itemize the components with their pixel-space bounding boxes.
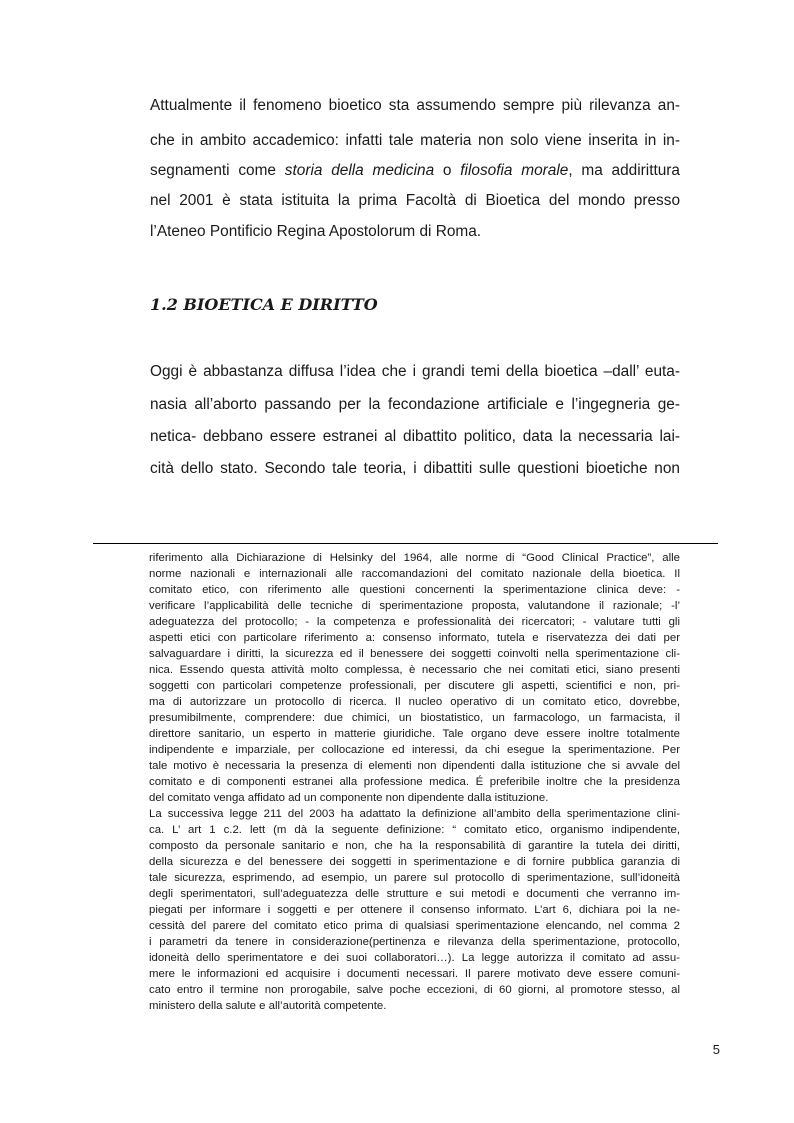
body-text-line: l’Ateneo Pontificio Regina Apostolorum di Roma. xyxy=(150,223,482,240)
footnote-line: cessità del parere del comitato etico prima di qualsiasi sperimentazione elencando, nel comma 2 xyxy=(149,920,680,932)
footnote-line: idoneità dello sperimentatore e dei suoi collaboratori…). La legge autorizza il comitato ad assu- xyxy=(149,952,680,964)
footnote-line: i parametri da tenere in considerazione(pertinenza e rilevanza della sperimentazione, protocollo, xyxy=(149,936,680,948)
body-text-line: cità dello stato. Secondo tale teoria, i dibattiti sulle questioni bioetiche non xyxy=(150,460,680,477)
footnote-line: riferimento alla Dichiarazione di Helsinky del 1964, alle norme di “Good Clinical Practice”, alle xyxy=(149,552,680,564)
footnote-line: composto da personale sanitario e non, che ha la responsabilità di garantire la tutela dei diritti, xyxy=(149,840,680,852)
section-heading: 1.2 BIOETICA E DIRITTO xyxy=(150,295,378,314)
footnote-line: ma di autorizzare un protocollo di ricerca. Il nucleo operativo di un comitato etico, dovrebbe, xyxy=(149,696,680,708)
footnote-line: nica. Essendo questa attività molto complessa, è necessario che nei comitati etici, siano presenti xyxy=(149,664,680,676)
footnote-line: adeguatezza del protocollo; - la competenza e professionalità dei ricercatori; - valutare tutti gli xyxy=(149,616,680,628)
footnote-line: comitato etico, con riferimento alle questioni concernenti la sperimentazione clinica deve: - xyxy=(149,584,680,596)
footnote-line: presumibilmente, comprendere: due chimici, un biostatistico, un farmacologo, un farmacista, il xyxy=(149,712,680,724)
italic-term-filosofia-morale: filosofia morale xyxy=(460,162,569,179)
body-text-line: nasia all’aborto passando per la fecondazione artificiale e l’ingegneria ge- xyxy=(150,396,680,413)
footnote-line: direttore sanitario, un esperto in matterie giuridiche. Tale organo deve essere inoltre totalmente xyxy=(149,728,680,740)
footnote-line: ca. L’ art 1 c.2. lett (m dà la seguente definizione: “ comitato etico, organismo indipendente, xyxy=(149,824,680,836)
footnote-line: norme nazionali e internazionali alle raccomandazioni del comitato nazionale della bioetica. Il xyxy=(149,568,680,580)
footnote-line: salvaguardare i diritti, la sicurezza ed il benessere dei soggetti coinvolti nella sperimentazione cli- xyxy=(149,648,680,660)
footnote-line: ministero della salute e all’autorità competente. xyxy=(149,1000,387,1012)
text-run: o xyxy=(434,162,461,179)
page-number: 5 xyxy=(712,1042,720,1057)
footnote-line: comitato e di componenti estranei alla professione medica. É preferibile inoltre che la presidenza xyxy=(149,776,680,788)
text-run: , ma addirittura xyxy=(568,162,680,179)
body-text-line xyxy=(150,161,680,181)
footnote-line: indipendente e imparziale, per collocazione ed interessi, da chi esegue la sperimentazione. Per xyxy=(149,744,680,756)
body-text-line: nel 2001 è stata istituita la prima Facoltà di Bioetica del mondo presso xyxy=(150,192,680,209)
italic-term-storia-della-medicina: storia della medicina xyxy=(284,162,435,179)
footnote-line: piegati per informare i soggetti e per ottenere il consenso informato. L’art 6, dichiara poi la ne- xyxy=(149,904,680,916)
footnote-line: verificare l’applicabilità delle tecniche di sperimentazione proposta, valutandone il razionale; -l’ xyxy=(149,600,680,612)
footnote-line: del comitato venga affidato ad un componente non dipendente dalla istituzione. xyxy=(149,792,549,804)
footnote-separator xyxy=(93,543,718,544)
footnote-line: degli sperimentatori, sull’adeguatezza delle strutture e sui metodi e documenti che verranno im- xyxy=(149,888,680,900)
footnote-line: della sicurezza e del benessere dei soggetti in sperimentazione e di fornire pubblica garanzia di xyxy=(149,856,680,868)
footnote-line: tale motivo è necessaria la presenza di elementi non dipendenti dalla istituzione che si avvale del xyxy=(149,760,680,772)
body-text-line: Oggi è abbastanza diffusa l’idea che i grandi temi della bioetica –dall’ euta- xyxy=(150,363,680,380)
footnote-line: aspetti etici con particolare riferimento a: consenso informato, tutela e riservatezza dei dati per xyxy=(149,632,680,644)
body-text-line: Attualmente il fenomeno bioetico sta assumendo sempre più rilevanza an- xyxy=(150,97,680,114)
footnote-line: mere le informazioni ed acquisire i documenti necessari. Il parere motivato deve essere comuni- xyxy=(149,968,680,980)
footnote-line: cato entro il termine non prorogabile, salve poche eccezioni, di 60 giorni, al promotore stesso, al xyxy=(149,984,680,996)
footnote-line: soggetti con particolari competenze professionali, per discutere gli aspetti, scientifici e non, pri- xyxy=(149,680,680,692)
footnote-line: tale sicurezza, esprimendo, ad esempio, un parere sul protocollo di sperimentazione, sull’idoneità xyxy=(149,872,680,884)
footnote-line: La successiva legge 211 del 2003 ha adattato la definizione all’ambito della sperimentazione clini- xyxy=(149,808,680,820)
body-text-line: netica- debbano essere estranei al dibattito politico, data la necessaria lai- xyxy=(150,428,680,445)
text-run: segnamenti come xyxy=(150,162,285,179)
body-text-line: che in ambito accademico: infatti tale materia non solo viene inserita in in- xyxy=(150,132,680,149)
